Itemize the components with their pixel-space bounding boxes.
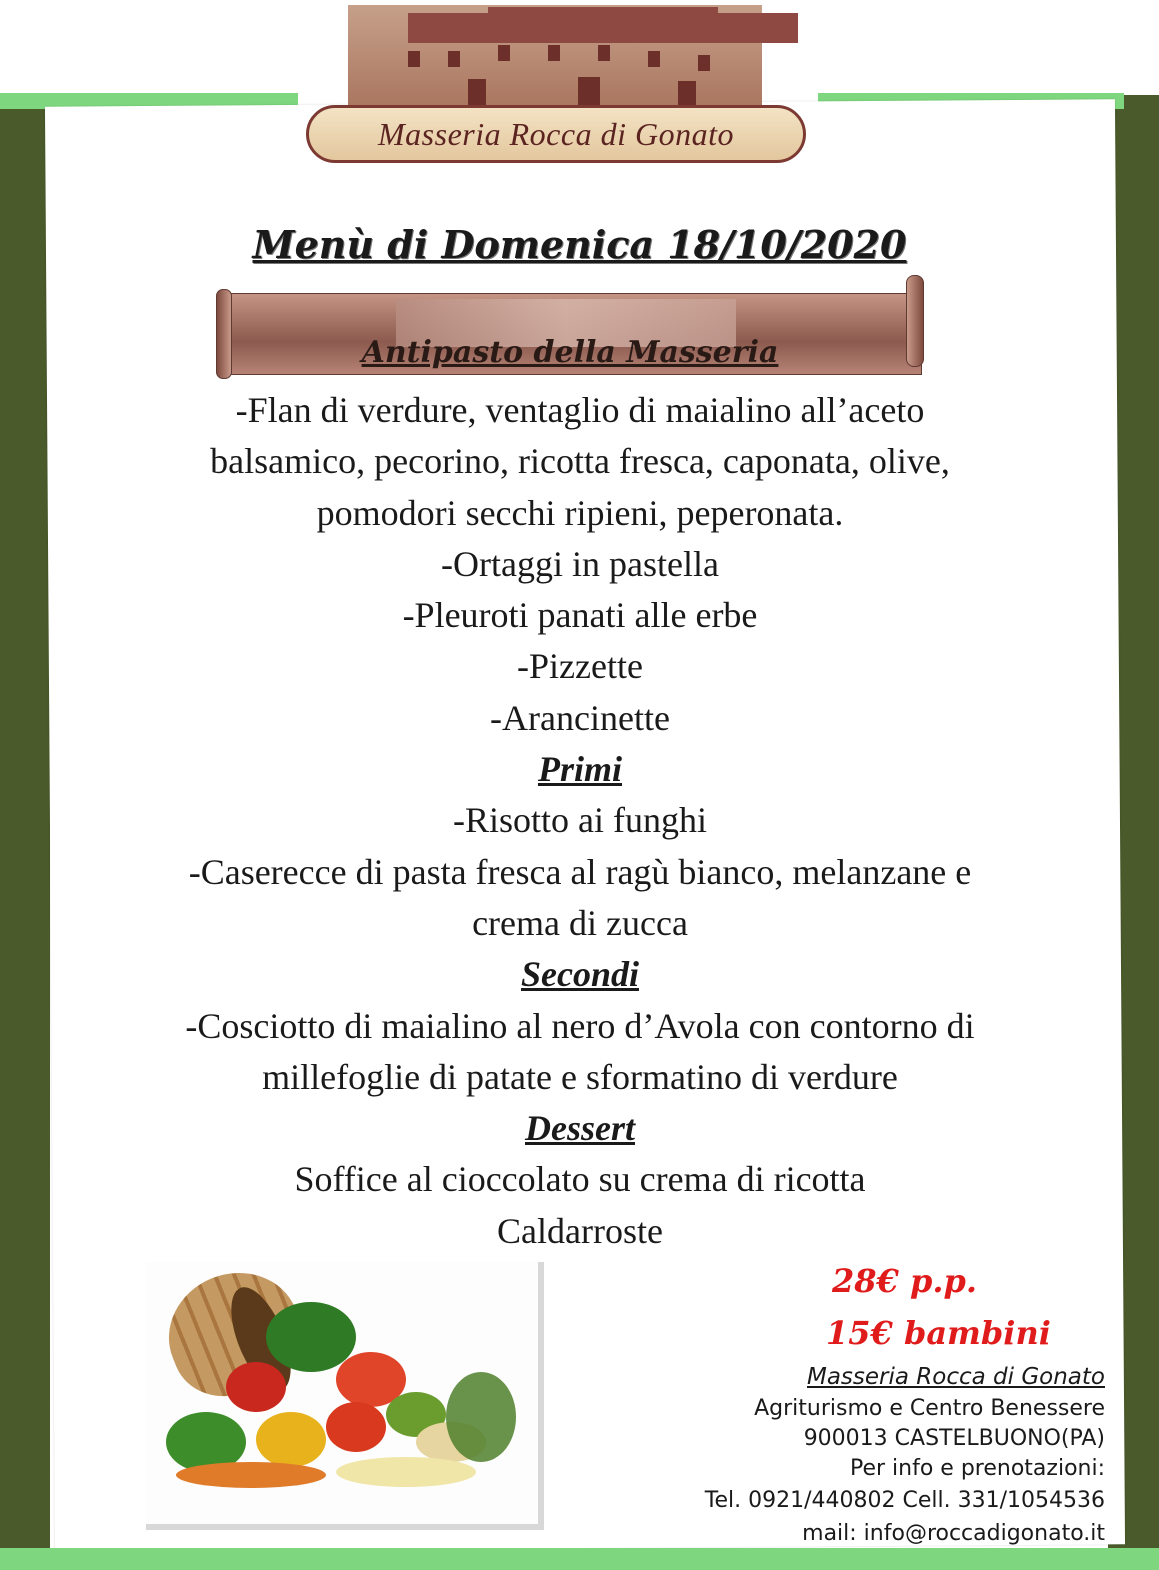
menu-body: [50, 385, 1110, 1257]
vegetable-basket-image: [146, 1262, 544, 1530]
left-frame-band: [0, 95, 50, 1570]
contact-block: [560, 1360, 1105, 1550]
green-strip-bottom: [0, 1548, 1159, 1570]
child-price: 15€ bambini: [826, 1314, 1051, 1352]
menu-line: -Arancinette: [490, 697, 670, 738]
menu-line: -Pizzette: [517, 646, 643, 687]
primi-heading: Primi: [537, 749, 622, 790]
logo-banner: [306, 105, 806, 163]
contact-email: mail: info@roccadigonato.it: [802, 1521, 1105, 1546]
adult-price: 28€ p.p.: [832, 1262, 977, 1300]
menu-line: Soffice al cioccolato su crema di ricotta: [294, 1159, 866, 1200]
menu-line: -Pleuroti panati alle erbe: [402, 595, 758, 636]
contact-address: 900013 CASTELBUONO(PA): [803, 1426, 1105, 1451]
contact-name: Masseria Rocca di Gonato: [806, 1364, 1105, 1390]
contact-info: Per info e prenotazioni:: [850, 1456, 1105, 1481]
menu-line: -Risotto ai funghi: [453, 800, 707, 841]
menu-line: balsamico, pecorino, ricotta fresca, caponata, olive,: [210, 441, 950, 482]
menu-line: crema di zucca: [472, 902, 688, 943]
menu-line: Caldarroste: [497, 1210, 663, 1251]
scroll-banner: [216, 275, 924, 375]
menu-line: -Cosciotto di maialino al nero d’Avola con contorno di: [185, 1005, 975, 1046]
contact-subtitle: Agriturismo e Centro Benessere: [754, 1396, 1105, 1421]
secondi-heading: Secondi: [520, 954, 639, 995]
masseria-logo: [300, 5, 810, 165]
menu-title: Menù di Domenica 18/10/2020: [252, 222, 907, 267]
menu-line: -Ortaggi in pastella: [441, 543, 719, 584]
contact-phones: Tel. 0921/440802 Cell. 331/1054536: [704, 1488, 1105, 1513]
menu-line: -Flan di verdure, ventaglio di maialino all’aceto: [235, 390, 925, 430]
dessert-heading: Dessert: [525, 1108, 635, 1149]
menu-line: pomodori secchi ripieni, peperonata.: [316, 492, 844, 533]
antipasto-heading: Antipasto della Masseria: [361, 335, 779, 370]
menu-line: millefoglie di patate e sformatino di verdure: [262, 1056, 898, 1097]
menu-line: -Caserecce di pasta fresca al ragù bianco, melanzane e: [188, 851, 972, 892]
logo-text: Masseria Rocca di Gonato: [378, 115, 734, 152]
farmhouse-illustration: [348, 5, 762, 115]
